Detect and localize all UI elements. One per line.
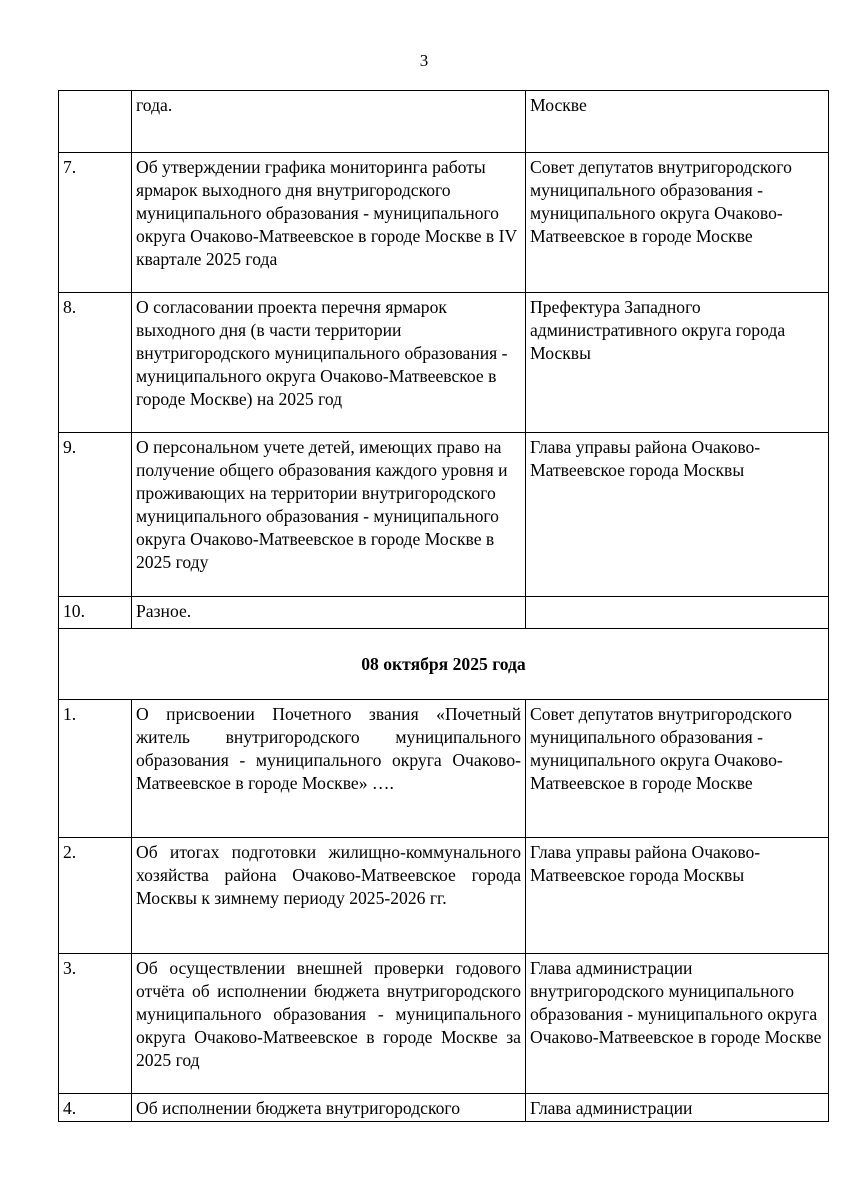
item-title: года. (132, 91, 526, 153)
table-row (59, 700, 829, 838)
agenda-table (58, 90, 829, 1122)
item-number: 3. (59, 954, 132, 1094)
table-row (59, 293, 829, 433)
item-title: Об осуществлении внешней проверки годового отчёта об исполнении бюджета внутригородского муниципального образования - муниципального округа Очаково-Матвеевское в городе Москве за 2025 год (132, 954, 526, 1094)
table-row (59, 91, 829, 153)
item-responsible: Глава администрации внутригородского муниципального образования - муниципального округа Очаково-Матвеевское в городе Москве (526, 954, 829, 1094)
table-row (59, 433, 829, 597)
item-title: О персональном учете детей, имеющих право на получение общего образования каждого уровня и проживающих на территории внутригородского муниципального образования - муниципального округа Очаково-Матвеевское в городе Москве в 2025 году (132, 433, 526, 597)
item-responsible: Совет депутатов внутригородского муниципального образования - муниципального округа Очаково-Матвеевское в городе Москве (526, 700, 829, 838)
item-number (59, 91, 132, 153)
item-responsible (526, 597, 829, 629)
item-number: 9. (59, 433, 132, 597)
item-responsible: Москве (526, 91, 829, 153)
item-number: 4. (59, 1094, 132, 1122)
item-number: 2. (59, 838, 132, 954)
item-responsible: Глава управы района Очаково-Матвеевское города Москвы (526, 433, 829, 597)
item-title: Разное. (132, 597, 526, 629)
table-row (59, 1094, 829, 1122)
item-title: О согласовании проекта перечня ярмарок выходного дня (в части территории внутригородского муниципального образования - муниципального округа Очаково-Матвеевское в городе Москве) на 2025 год (132, 293, 526, 433)
item-title: Об утверждении графика мониторинга работы ярмарок выходного дня внутригородского муниципального образования - муниципального округа Очаково-Матвеевское в городе Москве в IV квартале 2025 года (132, 153, 526, 293)
item-responsible: Совет депутатов внутригородского муниципального образования - муниципального округа Очаково-Матвеевское в городе Москве (526, 153, 829, 293)
table-row (59, 153, 829, 293)
page-number: 3 (419, 51, 429, 70)
item-number: 1. (59, 700, 132, 838)
section-date: 08 октября 2025 года (59, 629, 829, 700)
section-date-row (59, 629, 829, 700)
item-title: О присвоении Почетного звания «Почетный житель внутригородского муниципального образования - муниципального округа Очаково-Матвеевское в городе Москве» …. (132, 700, 526, 838)
item-responsible: Глава управы района Очаково-Матвеевское города Москвы (526, 838, 829, 954)
item-responsible: Глава администрации (526, 1094, 829, 1122)
item-title: Об итогах подготовки жилищно-коммунального хозяйства района Очаково-Матвеевское города Москвы к зимнему периоду 2025-2026 гг. (132, 838, 526, 954)
item-title: Об исполнении бюджета внутригородского (132, 1094, 526, 1122)
item-number: 8. (59, 293, 132, 433)
item-number: 10. (59, 597, 132, 629)
item-number: 7. (59, 153, 132, 293)
item-responsible: Префектура Западного административного округа города Москвы (526, 293, 829, 433)
table-row (59, 838, 829, 954)
table-row (59, 597, 829, 629)
table-row (59, 954, 829, 1094)
